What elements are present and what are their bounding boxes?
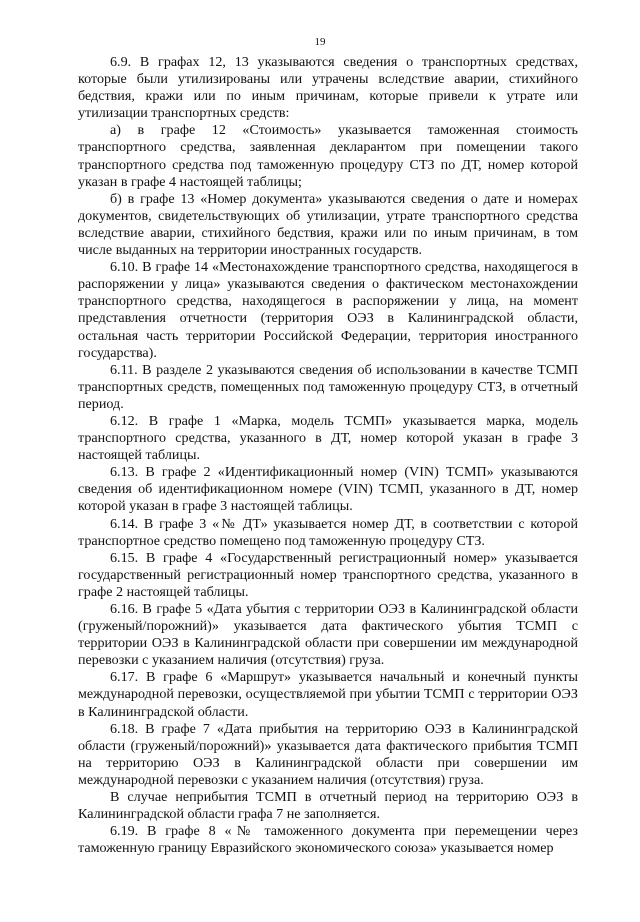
paragraph-6-19: 6.19. В графе 8 «№ таможенного документа при перемещении через таможенную границу Евразийского экономического союза» указывается номер bbox=[78, 823, 578, 857]
paragraph-6-12: 6.12. В графе 1 «Марка, модель ТСМП» указывается марка, модель транспортного средства, указанного в ДТ, номер которой указан в графе 3 настоящей таблицы. bbox=[78, 412, 578, 464]
paragraph-6-9: 6.9. В графах 12, 13 указываются сведения о транспортных средствах, которые были утилизированы или утрачены вследствие аварии, стихийного бедствия, кражи или по иным причинам, которые привели к утрате или утилизации транспортных средств: bbox=[78, 54, 578, 122]
page-number: 19 bbox=[314, 36, 326, 48]
paragraph-6-9-a: а) в графе 12 «Стоимость» указывается таможенная стоимость транспортного средства, заявленная декларантом при помещении такого транспортного средства под таможенную процедуру СТЗ по ДТ, номер которой указан в графе 4 настоящей таблицы; bbox=[78, 122, 578, 190]
paragraph-6-18-note: В случае неприбытия ТСМП в отчетный период на территорию ОЭЗ в Калининградской области графа 7 не заполняется. bbox=[78, 789, 578, 823]
document-body bbox=[78, 54, 578, 857]
paragraph-6-10: 6.10. В графе 14 «Местонахождение транспортного средства, находящегося в распоряжении у лица» указываются сведения о фактическом местонахождении транспортного средства, находящегося в распоряжении у лица, на момент представления отчетности (территория ОЭЗ в Калининградской области, остальная часть территории Российской Федерации, территория иностранного государства). bbox=[78, 259, 578, 361]
paragraph-6-16: 6.16. В графе 5 «Дата убытия с территории ОЭЗ в Калининградской области (груженый/порожний)» указывается дата фактического убытия ТСМП с территории ОЭЗ в Калининградской области при совершении им международной перевозки с указанием наличия (отсутствия) груза. bbox=[78, 601, 578, 669]
paragraph-6-17: 6.17. В графе 6 «Маршрут» указывается начальный и конечный пункты международной перевозки, осуществляемой при убытии ТСМП с территории ОЭЗ в Калининградской области. bbox=[78, 669, 578, 720]
paragraph-6-9-b: б) в графе 13 «Номер документа» указываются сведения о дате и номерах документов, свидетельствующих об утилизации, утрате транспортного средства вследствие аварии, стихийного бедствия, кражи или по иным причинам, в том числе выданных на территории иностранных государств. bbox=[78, 190, 578, 259]
paragraph-6-14: 6.14. В графе 3 «№ ДТ» указывается номер ДТ, в соответствии с которой транспортное средство помещено под таможенную процедуру СТЗ. bbox=[78, 515, 578, 549]
paragraph-6-13: 6.13. В графе 2 «Идентификационный номер (VIN) ТСМП» указываются сведения об идентификационном номере (VIN) ТСМП, указанного в ДТ, номер которой указан в графе 3 настоящей таблицы. bbox=[78, 464, 578, 515]
paragraph-6-18: 6.18. В графе 7 «Дата прибытия на территорию ОЭЗ в Калининградской области (груженый/порожний)» указывается дата фактического прибытия ТСМП на территорию ОЭЗ в Калининградской области при совершении им международной перевозки с указанием наличия (отсутствия) груза. bbox=[78, 720, 578, 788]
paragraph-6-15: 6.15. В графе 4 «Государственный регистрационный номер» указывается государственный регистрационный номер транспортного средства, указанного в графе 2 настоящей таблицы. bbox=[78, 549, 578, 600]
paragraph-6-11: 6.11. В разделе 2 указываются сведения об использовании в качестве ТСМП транспортных средств, помещенных под таможенную процедуру СТЗ, в отчетный период. bbox=[78, 361, 578, 412]
